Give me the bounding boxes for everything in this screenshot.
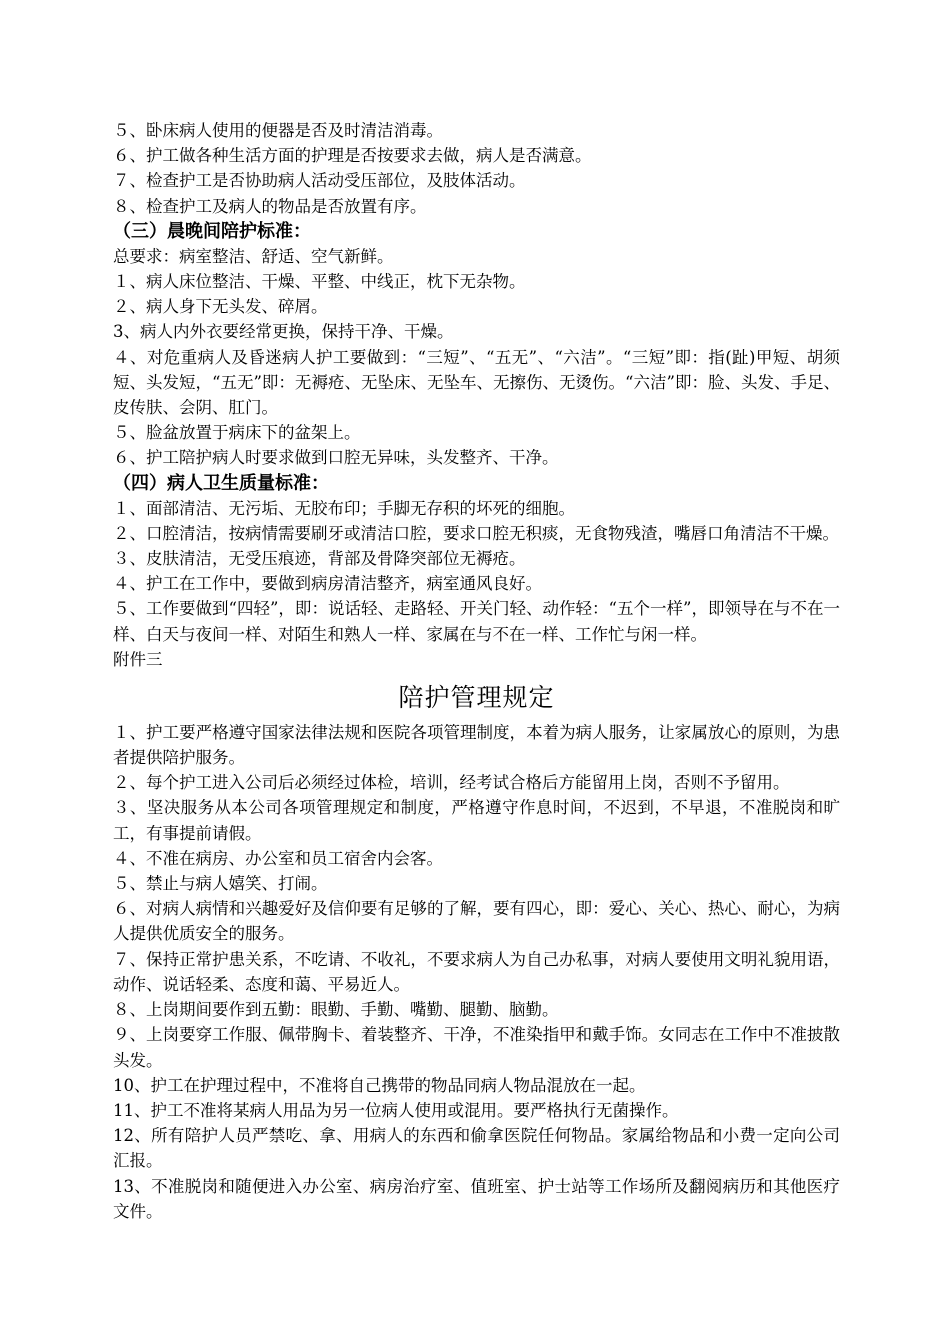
paragraph: ８、检查护工及病人的物品是否放置有序。 <box>113 196 427 216</box>
paragraph: １、面部清洁、无污垢、无胶布印；手脚无存积的坏死的细胞。 <box>113 498 575 518</box>
paragraph: 总要求：病室整洁、舒适、空气新鲜。 <box>113 246 394 266</box>
paragraph: ７、保持正常护患关系，不吃请、不收礼，不要求病人为自己办私事，对病人要使用文明礼貌用语，动作、说话轻柔、态度和蔼、平易近人。 <box>113 949 840 994</box>
section-morning-evening-care <box>113 219 840 471</box>
attachment-label: 附件三 <box>113 649 163 669</box>
paragraph: １、护工要严格遵守国家法律法规和医院各项管理制度，本着为病人服务，让家属放心的原则，为患者提供陪护服务。 <box>113 722 840 768</box>
paragraph: ２、病人身下无头发、碎屑。 <box>113 297 328 317</box>
paragraph: ２、每个护工进入公司后必须经过体检，培训，经考试合格后方能留用上岗，否则不予留用。 <box>113 773 790 793</box>
section-heading: （三）晨晚间陪护标准： <box>113 220 311 242</box>
paragraph: 11、护工不准将某病人用品为另一位病人使用或混用。要严格执行无菌操作。 <box>113 1100 679 1120</box>
paragraph: 10、护工在护理过程中，不准将自己携带的物品同病人物品混放在一起。 <box>113 1075 646 1095</box>
section-inspection-items <box>113 118 840 219</box>
paragraph: １、病人床位整洁、干燥、平整、中线正，枕下无杂物。 <box>113 272 526 292</box>
paragraph: ６、护工做各种生活方面的护理是否按要求去做，病人是否满意。 <box>113 146 592 166</box>
paragraph: 12、所有陪护人员严禁吃、拿、用病人的东西和偷拿医院任何物品。家属给物品和小费一定向公司汇报。 <box>113 1126 840 1171</box>
paragraph: ４、护工在工作中，要做到病房清洁整齐，病室通风良好。 <box>113 574 542 594</box>
paragraph: ５、脸盆放置于病床下的盆架上。 <box>113 423 361 443</box>
paragraph: ５、工作要做到“四轻”，即：说话轻、走路轻、开关门轻、动作轻：“五个一样”，即领导在与不在一样、白天与夜间一样、对陌生和熟人一样、家属在与不在一样、工作忙与闲一样。 <box>113 599 840 644</box>
section-heading: （四）病人卫生质量标准： <box>113 472 329 494</box>
paragraph: ７、检查护工是否协助病人活动受压部位，及肢体活动。 <box>113 171 526 191</box>
paragraph: 3、病人内外衣要经常更换，保持干净、干燥。 <box>113 322 454 342</box>
paragraph: ６、对病人病情和兴趣爱好及信仰要有足够的了解，要有四心，即：爱心、关心、热心、耐心，为病人提供优质安全的服务。 <box>113 899 840 944</box>
document-title: 陪护管理规定 <box>398 682 555 712</box>
paragraph: ２、口腔清洁，按病情需要刷牙或清洁口腔，要求口腔无积痰，无食物残渣，嘴唇口角清洁不干燥。 <box>113 523 839 543</box>
paragraph: ５、禁止与病人嬉笑、打闹。 <box>113 874 328 894</box>
paragraph: ４、对危重病人及昏迷病人护工要做到：“三短”、“五无”、“六洁”。“三短”即：指(趾)甲短、胡须短、头发短，“五无”即：无褥疮、无坠床、无坠车、无擦伤、无烫伤。“六洁”即：脸、头发、手足、皮传肤、会阴、肛门。 <box>113 347 840 418</box>
paragraph: ８、上岗期间要作到五勤：眼勤、手勤、嘴勤、腿勤、脑勤。 <box>113 1000 559 1020</box>
attachment-section <box>113 647 840 1224</box>
paragraph: ４、不准在病房、办公室和员工宿舍内会客。 <box>113 848 443 868</box>
section-hygiene-standard <box>113 471 840 647</box>
document-page <box>113 118 840 1224</box>
paragraph: ３、皮肤清洁，无受压痕迹，背部及骨降突部位无褥疮。 <box>113 549 526 569</box>
paragraph: ６、护工陪护病人时要求做到口腔无异味，头发整齐、干净。 <box>113 448 559 468</box>
paragraph: ９、上岗要穿工作服、佩带胸卡、着装整齐、干净，不准染指甲和戴手饰。女同志在工作中不准披散头发。 <box>113 1025 840 1070</box>
paragraph: 13、不准脱岗和随便进入办公室、病房治疗室、值班室、护士站等工作场所及翻阅病历和其他医疗文件。 <box>113 1176 840 1221</box>
paragraph: ５、卧床病人使用的便器是否及时清洁消毒。 <box>113 121 443 140</box>
paragraph: ３、坚决服务从本公司各项管理规定和制度，严格遵守作息时间，不迟到，不早退，不准脱岗和旷工，有事提前请假。 <box>113 798 840 843</box>
